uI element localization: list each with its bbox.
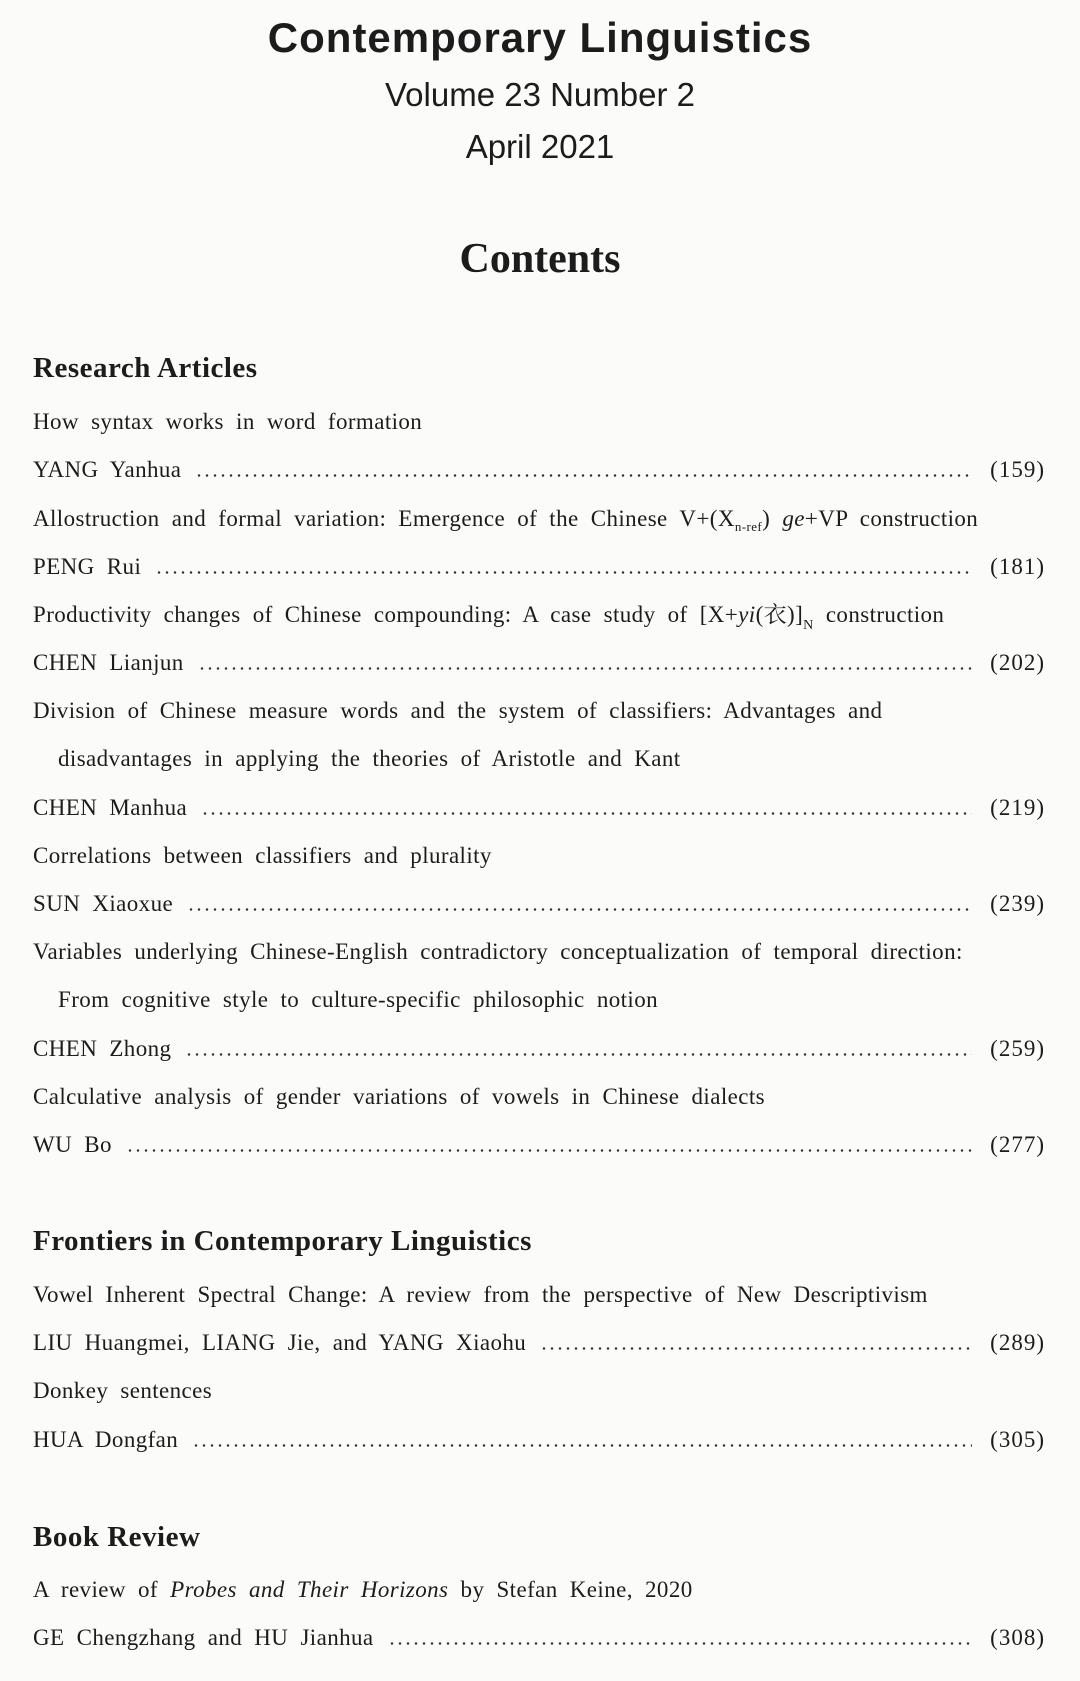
article-authors: PENG Rui (33, 554, 142, 579)
article-authors: CHEN Zhong (33, 1036, 172, 1061)
article-title-continued: From cognitive style to culture-specific philosophic notion (58, 987, 658, 1012)
section-book-review: Book Review (33, 1521, 201, 1553)
article-author-line (33, 1618, 1045, 1658)
article-authors: YANG Yanhua (33, 457, 182, 482)
article-title: Donkey sentences (33, 1378, 213, 1403)
article-title: Division of Chinese measure words and the system of classifiers: Advantages and (33, 698, 883, 723)
leader-dots (192, 1444, 972, 1447)
leader-dots (201, 812, 972, 815)
article-authors: CHEN Manhua (33, 795, 188, 820)
article-author-line (33, 1125, 1045, 1165)
page-number: (305) (990, 1427, 1045, 1452)
page-number: (159) (990, 457, 1045, 482)
leader-dots (388, 1642, 973, 1645)
article-title: Vowel Inherent Spectral Change: A review from the perspective of New Descriptivism (33, 1282, 928, 1307)
article-title: Productivity changes of Chinese compounding: A case study of [X+yi(衣)]$_N$ construction (33, 602, 945, 633)
article-authors: GE Chengzhang and HU Jianhua (33, 1625, 374, 1650)
section-research-articles: Research Articles (33, 352, 258, 384)
leader-dots (540, 1347, 972, 1350)
contents-heading: Contents (459, 236, 621, 282)
article-author-line (33, 788, 1045, 828)
article-author-line (33, 1323, 1045, 1363)
article-authors: SUN Xiaoxue (33, 891, 174, 916)
article-author-line (33, 450, 1045, 490)
leader-dots (195, 474, 972, 477)
article-authors: CHEN Lianjun (33, 650, 184, 675)
page-number: (277) (990, 1132, 1045, 1157)
article-author-line (33, 1420, 1045, 1460)
journal-title: Contemporary Linguistics (267, 14, 813, 61)
issue-date: April 2021 (465, 128, 615, 165)
page-number: (239) (990, 891, 1045, 916)
section-frontiers: Frontiers in Contemporary Linguistics (33, 1225, 532, 1257)
article-author-line (33, 1029, 1045, 1069)
article-title: Calculative analysis of gender variations of vowels in Chinese dialects (33, 1084, 765, 1109)
page-number: (259) (990, 1036, 1045, 1061)
article-title: A review of Probes and Their Horizons by Stefan Keine, 2020 (33, 1577, 693, 1602)
article-authors: HUA Dongfan (33, 1427, 179, 1452)
article-title: Allostruction and formal variation: Emergence of the Chinese $V+(X_{n-ref})$ ge+VP construction (33, 506, 979, 534)
leader-dots (126, 1149, 972, 1152)
article-authors: WU Bo (33, 1132, 112, 1157)
article-title: How syntax works in word formation (33, 409, 423, 434)
article-author-line (33, 547, 1045, 587)
page-number: (289) (990, 1330, 1045, 1355)
volume-issue: Volume 23 Number 2 (384, 76, 695, 113)
article-author-line (33, 643, 1045, 683)
page-number: (202) (990, 650, 1045, 675)
page-number: (308) (990, 1625, 1045, 1650)
article-title: Variables underlying Chinese-English contradictory conceptualization of temporal direction: (33, 939, 963, 964)
leader-dots (198, 667, 972, 670)
article-title-continued: disadvantages in applying the theories of Aristotle and Kant (58, 746, 681, 771)
page-number: (181) (990, 554, 1045, 579)
article-title: Correlations between classifiers and plurality (33, 843, 492, 868)
leader-dots (187, 908, 972, 911)
page-number: (219) (990, 795, 1045, 820)
article-authors: LIU Huangmei, LIANG Jie, and YANG Xiaohu (33, 1330, 527, 1355)
leader-dots (185, 1053, 972, 1056)
article-author-line (33, 884, 1045, 924)
leader-dots (155, 571, 972, 574)
